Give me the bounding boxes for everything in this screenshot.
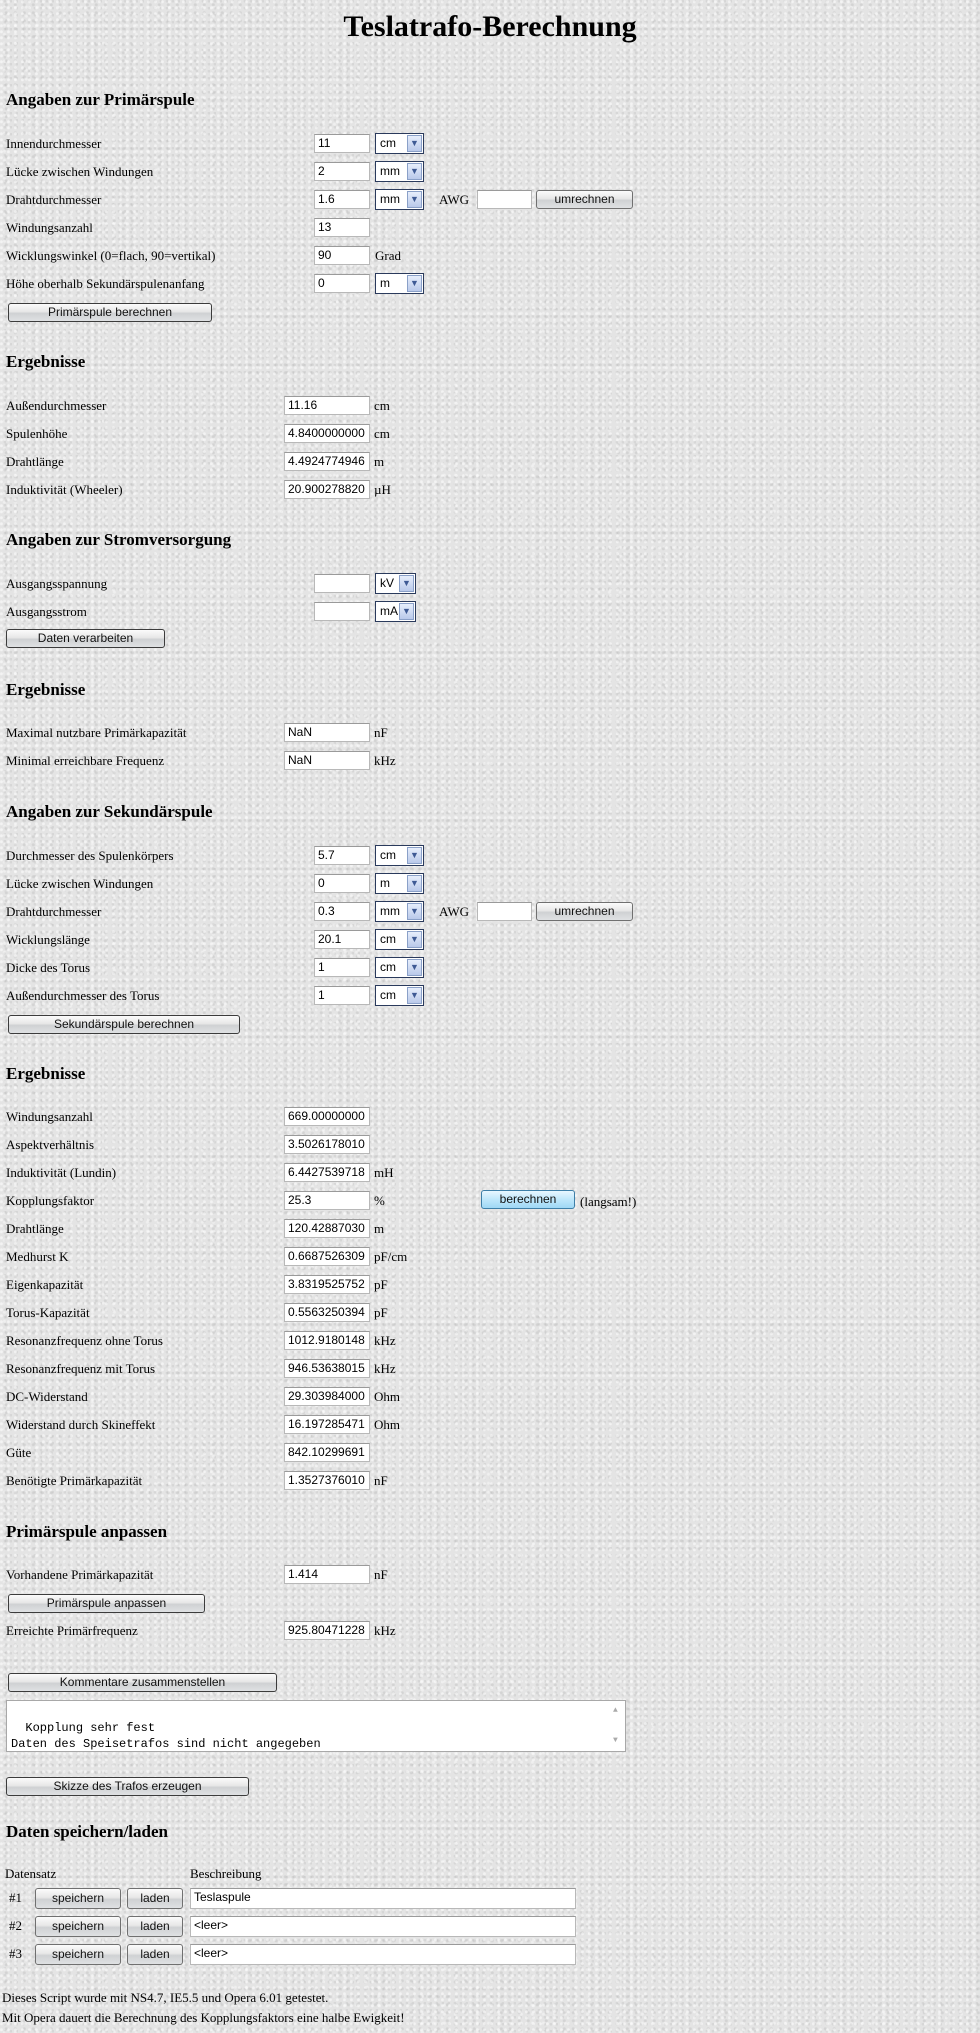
result-output[interactable]: 3.5026178010 <box>284 1135 370 1154</box>
chevron-down-icon[interactable]: ▼ <box>399 603 414 620</box>
result-unit: kHz <box>374 1361 396 1376</box>
unit-select-value: mA <box>380 604 398 618</box>
create-sketch-button[interactable]: Skizze des Trafos erzeugen <box>6 1777 249 1796</box>
comments-textarea[interactable] <box>6 1700 626 1752</box>
result-label: Eigenkapazität <box>6 1277 84 1292</box>
description-input[interactable]: <leer> <box>190 1916 576 1937</box>
result-label: Resonanzfrequenz ohne Torus <box>6 1333 163 1348</box>
field-label: Lücke zwischen Windungen <box>6 876 154 891</box>
unit-select[interactable] <box>375 573 416 594</box>
field-input[interactable]: 13 <box>314 218 370 237</box>
field-input[interactable]: 20.1 <box>314 930 370 949</box>
result-label: Medhurst K <box>6 1249 69 1264</box>
primary-frequency-unit: kHz <box>374 1623 396 1638</box>
description-column-header: Beschreibung <box>190 1866 262 1881</box>
existing-capacity-unit: nF <box>374 1567 388 1582</box>
record-id: #2 <box>9 1918 22 1933</box>
result-output[interactable]: NaN <box>284 751 370 770</box>
description-input[interactable]: Teslaspule <box>190 1888 576 1909</box>
awg-convert-button[interactable]: umrechnen <box>536 902 633 921</box>
result-label: Maximal nutzbare Primärkapazität <box>6 725 187 740</box>
field-input[interactable]: 90 <box>314 246 370 265</box>
unit-select[interactable] <box>375 929 424 950</box>
result-output[interactable]: 669.00000000 <box>284 1107 370 1126</box>
awg-input[interactable] <box>477 190 532 209</box>
result-label: Drahtlänge <box>6 454 64 469</box>
result-unit: pF/cm <box>374 1249 408 1264</box>
existing-capacity-label: Vorhandene Primärkapazität <box>6 1567 154 1582</box>
result-label: Minimal erreichbare Frequenz <box>6 753 165 768</box>
record-column-header: Datensatz <box>5 1866 57 1881</box>
unit-select-value: m <box>380 276 390 290</box>
result-label: Torus-Kapazität <box>6 1305 90 1320</box>
chevron-down-icon[interactable]: ▼ <box>407 903 422 920</box>
field-input[interactable] <box>314 602 370 621</box>
result-output[interactable]: 4.8400000000 <box>284 424 370 443</box>
section-heading-secondary-results: Ergebnisse <box>6 1064 86 1083</box>
result-label: Resonanzfrequenz mit Torus <box>6 1361 156 1376</box>
chevron-down-icon[interactable]: ▼ <box>407 959 422 976</box>
field-input[interactable]: 5.7 <box>314 846 370 865</box>
comments-text: Kopplung sehr fest Daten des Speisetrafos sind nicht angegeben <box>11 1721 321 1751</box>
awg-convert-button[interactable]: umrechnen <box>536 190 633 209</box>
unit-select[interactable] <box>375 985 424 1006</box>
adjust-primary-button[interactable]: Primärspule anpassen <box>8 1594 205 1613</box>
field-input[interactable]: 1 <box>314 958 370 977</box>
result-label: Induktivität (Wheeler) <box>6 482 123 497</box>
result-unit: nF <box>374 1473 388 1488</box>
record-id: #1 <box>9 1890 22 1905</box>
unit-select-value: cm <box>380 988 396 1002</box>
result-label: Güte <box>6 1445 32 1460</box>
result-unit: pF <box>374 1305 388 1320</box>
chevron-down-icon[interactable]: ▼ <box>407 163 422 180</box>
field-label: Dicke des Torus <box>6 960 91 975</box>
section-heading-secondary: Angaben zur Sekundärspule <box>6 802 213 821</box>
field-label: Innendurchmesser <box>6 136 102 151</box>
result-unit: kHz <box>374 1333 396 1348</box>
result-unit: nF <box>374 725 388 740</box>
result-output[interactable]: 120.42887030 <box>284 1219 370 1238</box>
chevron-down-icon[interactable]: ▼ <box>399 575 414 592</box>
unit-select[interactable] <box>375 189 424 210</box>
unit-select-value: cm <box>380 960 396 974</box>
chevron-down-icon[interactable]: ▼ <box>407 191 422 208</box>
result-output[interactable]: 29.303984000 <box>284 1387 370 1406</box>
chevron-down-icon[interactable]: ▼ <box>407 847 422 864</box>
primary-frequency-output[interactable]: 925.80471228 <box>284 1621 370 1640</box>
field-input[interactable] <box>314 574 370 593</box>
result-output[interactable]: 3.8319525752 <box>284 1275 370 1294</box>
description-input[interactable]: <leer> <box>190 1944 576 1965</box>
footer-opera-note: Mit Opera dauert die Berechnung des Kopplungsfaktors eine halbe Ewigkeit! <box>2 2010 405 2025</box>
field-label: Durchmesser des Spulenkörpers <box>6 848 174 863</box>
awg-label: AWG <box>439 904 470 919</box>
primary-frequency-label: Erreichte Primärfrequenz <box>6 1623 138 1638</box>
unit-select-value: kV <box>380 576 395 590</box>
result-unit: cm <box>374 426 390 441</box>
section-heading-storage: Daten speichern/laden <box>6 1822 168 1841</box>
field-input[interactable]: 2 <box>314 162 370 181</box>
result-unit: m <box>374 454 385 469</box>
field-label: Wicklungswinkel (0=flach, 90=vertikal) <box>6 248 216 263</box>
result-label: Windungsanzahl <box>6 1109 93 1124</box>
compile-comments-button[interactable]: Kommentare zusammenstellen <box>8 1673 277 1692</box>
result-unit: mH <box>374 1165 394 1180</box>
slow-note: (langsam!) <box>580 1194 637 1209</box>
unit-select-value: mm <box>380 164 400 178</box>
result-label: Induktivität (Lundin) <box>6 1165 117 1180</box>
field-input[interactable]: 1 <box>314 986 370 1005</box>
result-label: Außendurchmesser <box>6 398 107 413</box>
result-unit: Ohm <box>374 1417 400 1432</box>
section-heading-primary-results: Ergebnisse <box>6 352 86 371</box>
save-button[interactable]: speichern <box>35 1944 121 1965</box>
result-output[interactable]: 1012.9180148 <box>284 1331 370 1350</box>
field-input[interactable]: 1.6 <box>314 190 370 209</box>
footer-tested-note: Dieses Script wurde mit NS4.7, IE5.5 und Opera 6.01 getestet. <box>2 1990 329 2005</box>
result-output[interactable]: NaN <box>284 723 370 742</box>
result-output[interactable]: 25.3 <box>284 1191 370 1210</box>
field-label: Drahtdurchmesser <box>6 192 102 207</box>
unit-select-value: m <box>380 876 390 890</box>
record-id: #3 <box>9 1946 22 1961</box>
result-unit: cm <box>374 398 390 413</box>
process-data-button[interactable]: Daten verarbeiten <box>6 629 165 648</box>
page-title: Teslatrafo-Berechnung <box>343 10 637 43</box>
unit-select[interactable] <box>375 957 424 978</box>
field-input[interactable]: 0 <box>314 874 370 893</box>
section-heading-power: Angaben zur Stromversorgung <box>6 530 232 549</box>
field-input[interactable]: 0 <box>314 274 370 293</box>
calc-coupling-button[interactable]: berechnen <box>481 1190 575 1209</box>
field-label: Wicklungslänge <box>6 932 90 947</box>
result-output[interactable]: 20.900278820 <box>284 480 370 499</box>
chevron-down-icon[interactable]: ▼ <box>407 135 422 152</box>
result-label: Benötigte Primärkapazität <box>6 1473 143 1488</box>
result-output[interactable]: 6.4427539718 <box>284 1163 370 1182</box>
unit-select-value: mm <box>380 904 400 918</box>
field-label: Drahtdurchmesser <box>6 904 102 919</box>
field-label: Lücke zwischen Windungen <box>6 164 154 179</box>
unit-select[interactable] <box>375 873 424 894</box>
field-label: Ausgangsspannung <box>6 576 108 591</box>
result-output[interactable]: 1.3527376010 <box>284 1471 370 1490</box>
result-output[interactable]: 946.53638015 <box>284 1359 370 1378</box>
unit-select-value: cm <box>380 848 396 862</box>
result-label: Aspektverhältnis <box>6 1137 95 1152</box>
unit-select[interactable] <box>375 601 416 622</box>
result-unit: Ohm <box>374 1389 400 1404</box>
unit-select[interactable] <box>375 133 424 154</box>
result-unit: m <box>374 1221 385 1236</box>
result-output[interactable]: 0.5563250394 <box>284 1303 370 1322</box>
unit-select-value: cm <box>380 932 396 946</box>
section-heading-adjust: Primärspule anpassen <box>6 1522 168 1541</box>
result-label: Drahtlänge <box>6 1221 64 1236</box>
result-output[interactable]: 842.10299691 <box>284 1443 370 1462</box>
field-input[interactable]: 0.3 <box>314 902 370 921</box>
field-unit: Grad <box>375 248 401 263</box>
unit-select-value: cm <box>380 136 396 150</box>
result-unit: kHz <box>374 753 396 768</box>
section-heading-primary: Angaben zur Primärspule <box>6 90 195 109</box>
load-button[interactable]: laden <box>127 1916 183 1937</box>
unit-select[interactable] <box>375 845 424 866</box>
unit-select[interactable] <box>375 901 424 922</box>
result-output[interactable]: 4.4924774946 <box>284 452 370 471</box>
result-label: Kopplungsfaktor <box>6 1193 95 1208</box>
load-button[interactable]: laden <box>127 1888 183 1909</box>
awg-label: AWG <box>439 192 470 207</box>
result-output[interactable]: 0.6687526309 <box>284 1247 370 1266</box>
unit-select[interactable] <box>375 161 424 182</box>
result-unit: pF <box>374 1277 388 1292</box>
chevron-down-icon[interactable]: ▼ <box>407 987 422 1004</box>
result-unit: µH <box>374 482 391 497</box>
unit-select[interactable] <box>375 273 424 294</box>
result-output[interactable]: 11.16 <box>284 396 370 415</box>
field-label: Höhe oberhalb Sekundärspulenanfang <box>6 276 205 291</box>
chevron-down-icon[interactable]: ▼ <box>407 875 422 892</box>
calc-primary-button[interactable]: Primärspule berechnen <box>8 303 212 322</box>
result-label: Spulenhöhe <box>6 426 68 441</box>
save-button[interactable]: speichern <box>35 1888 121 1909</box>
result-output[interactable]: 16.197285471 <box>284 1415 370 1434</box>
result-label: DC-Widerstand <box>6 1389 88 1404</box>
result-label: Widerstand durch Skineffekt <box>6 1417 156 1432</box>
field-label: Außendurchmesser des Torus <box>6 988 160 1003</box>
chevron-down-icon[interactable]: ▼ <box>407 931 422 948</box>
existing-capacity-input[interactable]: 1.414 <box>284 1565 370 1584</box>
chevron-down-icon[interactable]: ▼ <box>407 275 422 292</box>
awg-input[interactable] <box>477 902 532 921</box>
comments-scrollbar[interactable] <box>611 1703 623 1749</box>
result-unit: % <box>374 1193 385 1208</box>
calc-secondary-button[interactable]: Sekundärspule berechnen <box>8 1015 240 1034</box>
section-heading-power-results: Ergebnisse <box>6 680 86 699</box>
unit-select-value: mm <box>380 192 400 206</box>
scroll-up-icon[interactable]: ▲ <box>613 1706 618 1715</box>
field-label: Ausgangsstrom <box>6 604 87 619</box>
save-button[interactable]: speichern <box>35 1916 121 1937</box>
field-input[interactable]: 11 <box>314 134 370 153</box>
field-label: Windungsanzahl <box>6 220 93 235</box>
scroll-down-icon[interactable]: ▼ <box>613 1736 618 1745</box>
load-button[interactable]: laden <box>127 1944 183 1965</box>
